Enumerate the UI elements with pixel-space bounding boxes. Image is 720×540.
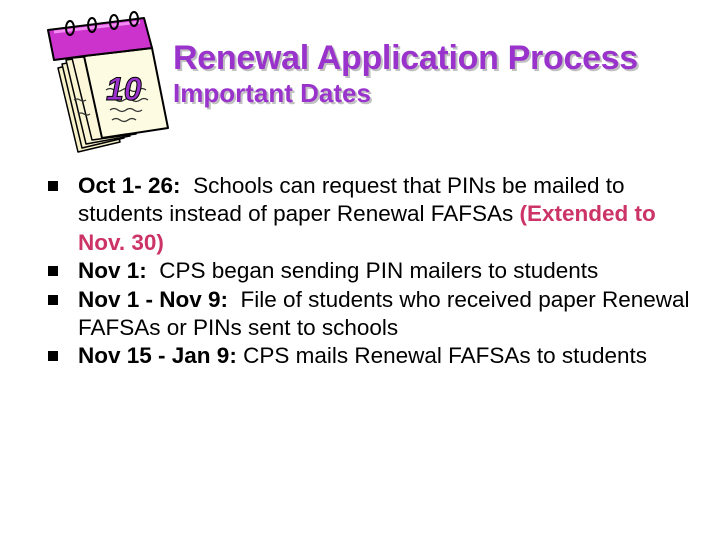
- slide-subtitle: Important Dates: [173, 78, 371, 108]
- bullet-text: CPS began sending PIN mailers to students: [159, 258, 599, 284]
- bullet-square-icon: [48, 295, 58, 305]
- list-item: [48, 342, 708, 370]
- slide-header: [173, 38, 713, 108]
- bullet-date: Nov 15 - Jan 9:: [78, 343, 237, 369]
- bullet-text: File of students who received paper Renewal FAFSAs or PINs sent to schools: [78, 286, 690, 341]
- calendar-day-number: 10: [106, 71, 142, 107]
- bullet-date: Nov 1:: [78, 258, 147, 284]
- important-dates-list: [48, 172, 708, 371]
- bullet-date: Nov 1 - Nov 9:: [78, 286, 229, 312]
- bullet-text: CPS mails Renewal FAFSAs to students: [243, 343, 647, 369]
- calendar-icon: [40, 10, 176, 156]
- bullet-note: (Extended to Nov. 30): [78, 201, 656, 255]
- list-item: [48, 172, 708, 257]
- slide-title: Renewal Application Process: [173, 39, 638, 77]
- bullet-date: Oct 1- 26:: [78, 173, 181, 198]
- list-item: [48, 286, 708, 343]
- bullet-square-icon: [48, 266, 58, 276]
- bullet-square-icon: [48, 181, 58, 191]
- bullet-text: Schools can request that PINs be mailed to students instead of paper Renewal FAFSAs: [78, 173, 625, 227]
- bullet-square-icon: [48, 351, 58, 361]
- list-item: [48, 257, 708, 285]
